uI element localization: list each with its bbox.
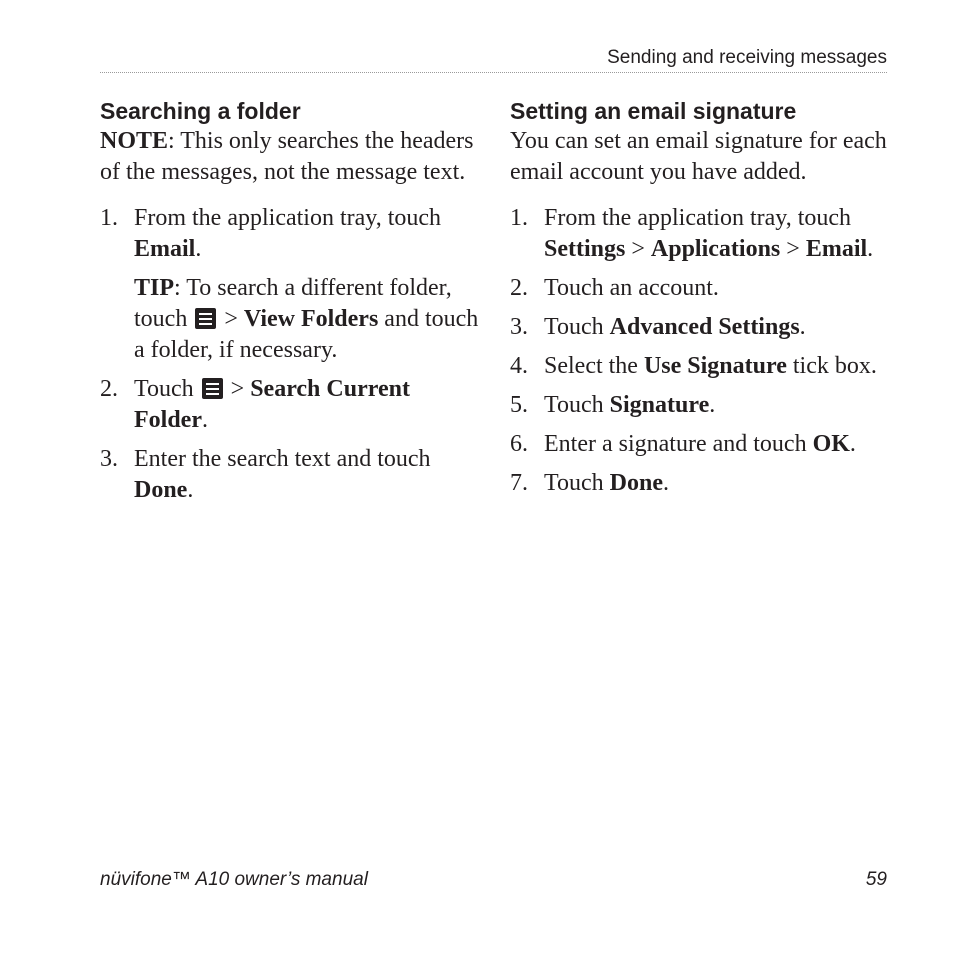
list-item	[100, 203, 480, 366]
signature-steps-list	[510, 203, 890, 499]
list-item	[510, 390, 890, 421]
list-item	[510, 351, 890, 382]
step-number: 3.	[100, 446, 118, 472]
step-text: From the application tray, touch Email.	[134, 205, 442, 262]
step-text: Touch Advanced Settings.	[544, 314, 806, 340]
ui-term: Applications	[650, 236, 781, 262]
section-heading-signature: Setting an email signature	[510, 98, 797, 124]
step-number: 5.	[510, 392, 528, 418]
list-item	[510, 468, 890, 499]
step-number: 6.	[510, 431, 528, 457]
tip-label: TIP	[134, 275, 175, 301]
step-text: Touch Done.	[544, 470, 669, 496]
footer-manual-title: nüvifone™ A10 owner’s manual	[100, 869, 368, 890]
ui-term: Settings	[544, 236, 626, 262]
ui-term: View Folders	[243, 306, 379, 332]
note-paragraph	[100, 126, 480, 188]
right-column	[510, 96, 890, 507]
ui-term: Email	[134, 236, 196, 262]
step-number: 4.	[510, 353, 528, 379]
ui-term: Done	[134, 477, 188, 503]
ui-term: Signature	[609, 392, 710, 418]
step-number: 7.	[510, 470, 528, 496]
header-divider	[100, 72, 887, 73]
ui-term: Done	[609, 470, 663, 496]
ui-term: Advanced Settings	[609, 314, 800, 340]
list-item	[510, 429, 890, 460]
step-text: Select the Use Signature tick box.	[544, 353, 877, 379]
search-steps-list	[100, 203, 480, 506]
running-header: Sending and receiving messages	[607, 47, 887, 68]
step-text: Touch Signature.	[544, 392, 716, 418]
ui-term: Use Signature	[643, 353, 787, 379]
step-number: 2.	[510, 275, 528, 301]
list-item	[510, 273, 890, 304]
left-column	[100, 96, 480, 514]
note-label: NOTE	[100, 128, 169, 154]
step-number: 1.	[100, 205, 118, 231]
list-item	[100, 374, 480, 436]
list-item	[510, 203, 890, 265]
intro-paragraph: You can set an email signature for each email account you have added.	[510, 128, 887, 185]
menu-icon	[195, 308, 216, 329]
tip-paragraph: TIP: To search a different folder, touch > View Folders and touch a folder, if necessary.	[134, 275, 479, 363]
step-text: Enter a signature and touch OK.	[544, 431, 856, 457]
list-item	[100, 444, 480, 506]
step-number: 1.	[510, 205, 528, 231]
step-number: 3.	[510, 314, 528, 340]
step-text: Enter the search text and touch Done.	[134, 446, 431, 503]
ui-term: Email	[805, 236, 868, 262]
list-item	[510, 312, 890, 343]
ui-term: Search Current Folder	[134, 376, 410, 433]
menu-icon	[202, 378, 223, 399]
section-heading-searching: Searching a folder	[100, 98, 301, 124]
note-text: : This only searches the headers of the messages, not the message text.	[100, 128, 474, 185]
step-text: From the application tray, touch Settings > Applications > Email.	[544, 205, 874, 262]
step-text: Touch > Search Current Folder.	[134, 376, 410, 433]
step-number: 2.	[100, 376, 118, 402]
step-text: Touch an account.	[544, 275, 719, 301]
page-number: 59	[865, 869, 887, 890]
ui-term: OK	[812, 431, 850, 457]
